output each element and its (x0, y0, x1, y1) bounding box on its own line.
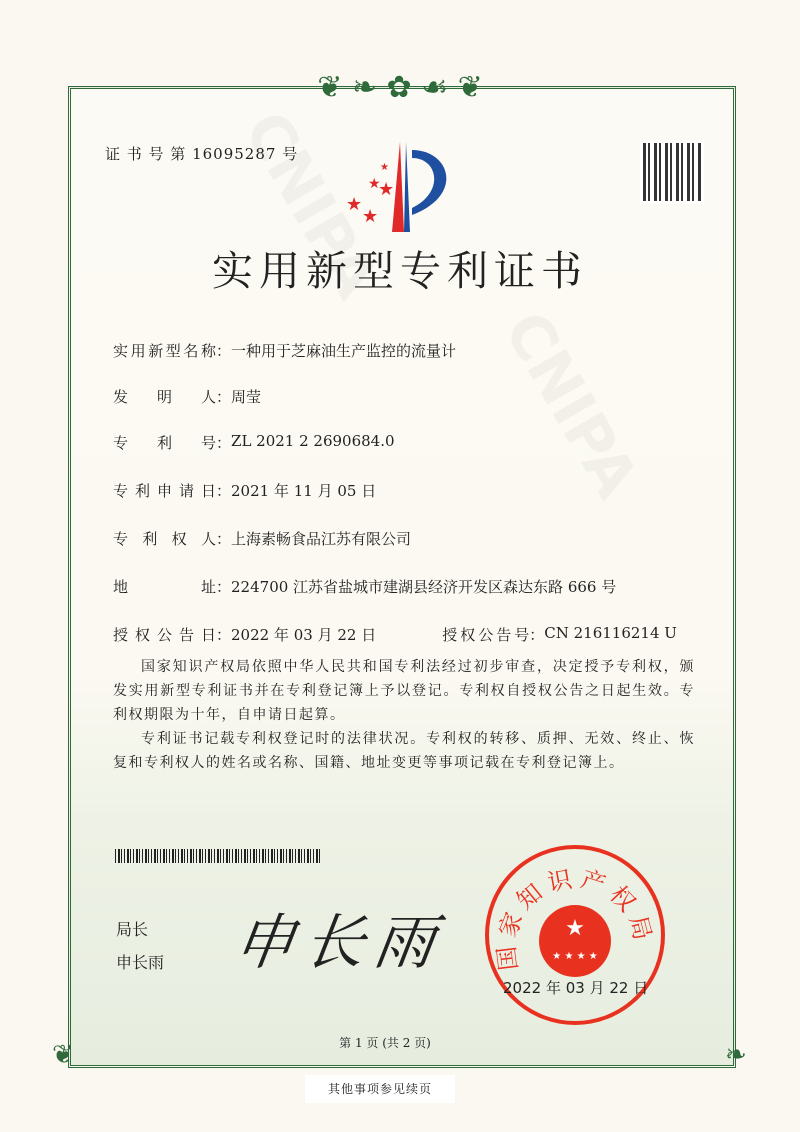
field-value: 2022 年 03 月 22 日 (231, 626, 377, 644)
field-label: 实用新型名称 (113, 342, 216, 360)
field-value: CN 216116214 U (544, 624, 677, 642)
statement-paragraph: 专利证书记载专利权登记时的法律状况。专利权的转移、质押、无效、终止、恢复和专利权人的姓名或名称、国籍、地址变更等事项记载在专利登记簿上。 (113, 731, 695, 771)
logo-blue-stroke (404, 142, 410, 232)
logo-p-arc (412, 150, 446, 215)
page-number: 第 1 页 (共 2 页) (339, 1036, 431, 1050)
director-title: 局长 (116, 920, 149, 939)
field-value: 一种用于芝麻油生产监控的流量计 (231, 342, 457, 360)
certificate-title: 实用新型专利证书 (212, 247, 588, 295)
field-label: 授权公告日 (113, 626, 216, 644)
field-value: 224700 江苏省盐城市建湖县经济开发区森达东路 666 号 (231, 578, 617, 596)
field-row: 地址 ： 224700 江苏省盐城市建湖县经济开发区森达东路 666 号 (113, 578, 617, 596)
field-label: 专利权人 (113, 530, 216, 548)
field-label: 地址 (113, 578, 216, 596)
field-row: 专利号 ： ZL 2021 2 2690684.0 (113, 432, 395, 452)
star-icon: ★ (565, 916, 585, 941)
top-ornament: ❦ ❧ ✿ ☙ ❦ (317, 70, 483, 105)
field-value: 2021 年 11 月 05 日 (231, 482, 377, 500)
official-seal (485, 845, 665, 1025)
star-icon: ★ (368, 176, 381, 192)
field-row: 发明人 ： 周莹 (113, 388, 262, 406)
field-label: 授权公告号 (442, 626, 530, 644)
field-label: 专利号 (113, 434, 216, 452)
star-icon: ★ (378, 179, 395, 200)
field-label: 发明人 (113, 388, 216, 406)
certificate-number: 证 书 号 第 16095287 号 (105, 145, 299, 163)
field-value: ZL 2021 2 2690684.0 (231, 432, 395, 450)
field-row: 实用新型名称 ： 一种用于芝麻油生产监控的流量计 (113, 342, 457, 360)
barcode (115, 849, 321, 863)
field-row: 专利权人 ： 上海素畅食品江苏有限公司 (113, 530, 412, 548)
field-row: 专利申请日 ： 2021 年 11 月 05 日 (113, 482, 377, 500)
continuation-note: 其他事项参见续页 (305, 1075, 455, 1103)
seal-date: 2022 年 03 月 22 日 (503, 979, 649, 997)
corner-ornament-left: ❦ (52, 1040, 74, 1070)
cnipa-logo (340, 140, 460, 235)
field-value: 周莹 (231, 388, 262, 406)
seal-text: 国家知识产权局 (491, 864, 659, 972)
star-icon: ★ ★ ★ ★ (552, 951, 598, 962)
star-icon: ★ (362, 206, 379, 227)
statement-paragraph: 国家知识产权局依照中华人民共和国专利法经过初步审查，决定授予专利权，颁发实用新型专利证书并在专利登记簿上予以登记。专利权自授权公告之日起生效。专利权期限为十年，自申请日起算。 (113, 659, 695, 723)
field-value: 上海素畅食品江苏有限公司 (231, 530, 412, 548)
legal-statement (113, 655, 695, 775)
director-name: 申长雨 (116, 953, 165, 972)
field-label: 专利申请日 (113, 482, 216, 500)
signature: 申长雨 (229, 908, 450, 978)
field-row: 授权公告日 ： 2022 年 03 月 22 日 授权公告号 ： CN 216116214 U (113, 624, 677, 644)
star-icon: ★ (380, 162, 389, 173)
corner-ornament-right: ❧ (725, 1040, 747, 1070)
star-icon: ★ (346, 194, 363, 215)
qr-code[interactable] (640, 140, 704, 204)
